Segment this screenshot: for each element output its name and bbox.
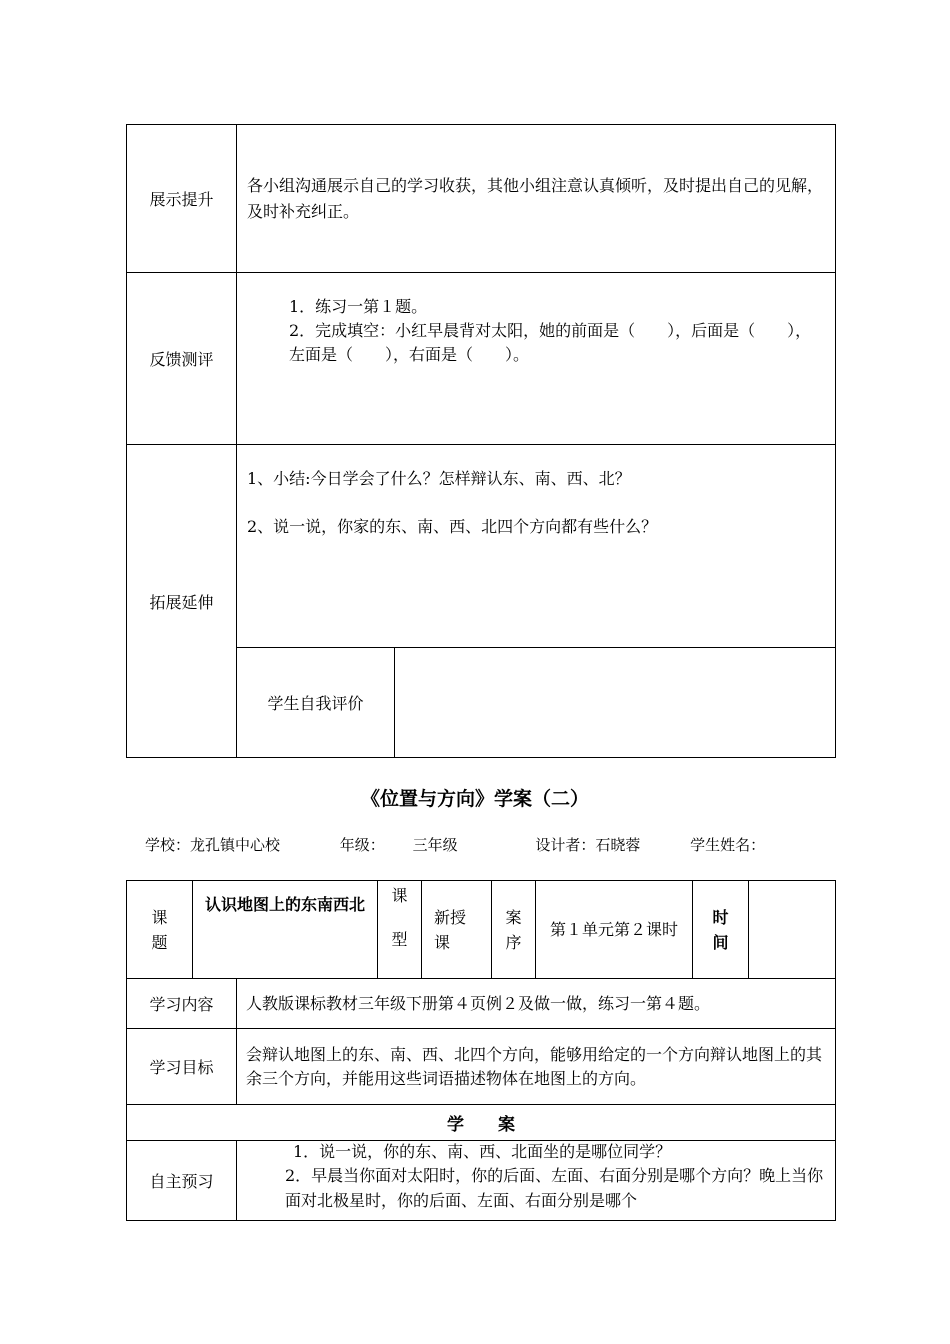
yuxi-label: 自主预习: [127, 1141, 237, 1221]
zhanshi-label: 展示提升: [127, 125, 237, 273]
lesson-table-1: [126, 124, 836, 758]
kexing-label: 课 型: [378, 881, 422, 979]
mubiao-text: 会辩认地图上的东、南、西、北四个方向，能够用给定的一个方向辩认地图上的其余三个方向，并能用这些词语描述物体在地图上的方向。: [237, 1029, 836, 1105]
info-line: [145, 834, 765, 855]
info-student: 学生姓名：: [690, 836, 766, 854]
ziwo-label: 学生自我评价: [237, 648, 395, 758]
lesson-table-2: [126, 880, 836, 1221]
fankui-label: 反馈测评: [127, 273, 237, 445]
neirong-label: 学习内容: [127, 979, 237, 1029]
shijian-label: 时 间: [693, 881, 749, 979]
zhanshi-text: 各小组沟通展示自己的学习收获，其他小组注意认真倾听，及时提出自己的见解，及时补充纠正。: [237, 125, 836, 273]
info-grade-label: 年级：: [339, 836, 385, 854]
fankui-line-1: 1．练习一第１题。: [289, 297, 428, 316]
fankui-line-2: [237, 319, 835, 367]
keti-label: 课 题: [127, 881, 193, 979]
anxu-value: 第１单元第２课时: [536, 881, 693, 979]
shijian-value: [749, 881, 836, 979]
neirong-text: 人教版课标教材三年级下册第４页例２及做一做，练习一第４题。: [237, 979, 836, 1029]
fankui-cell: [237, 273, 836, 445]
anxu-label: 案 序: [492, 881, 536, 979]
info-school: 学校：龙孔镇中心校: [145, 836, 281, 854]
yuxi-line-1: 1．说一说，你的东、南、西、北面坐的是哪位同学？: [293, 1142, 672, 1161]
doc-title: 《位置与方向》学案（二）: [360, 788, 589, 810]
yuxi-cell: [237, 1141, 836, 1221]
tuozhan-cell: [237, 445, 836, 648]
fankui-line-2-text: 2．完成填空：小红早晨背对太阳，她的前面是（ ），后面是（ ），左面是（ ），右面是（ ）。: [289, 321, 812, 364]
mubiao-label: 学习目标: [127, 1029, 237, 1105]
xuean-header: 学 案: [127, 1105, 836, 1141]
kexing-value: 新授 课: [422, 881, 492, 979]
yuxi-line-2: 2．早晨当你面对太阳时，你的后面、左面、右面分别是哪个方向？晚上当你面对北极星时，你的后面、左面、右面分别是哪个: [285, 1166, 824, 1210]
tuozhan-label: 拓展延伸: [127, 445, 237, 758]
info-grade-value: 三年级: [412, 836, 458, 854]
tuozhan-line-2: 2、说一说，你家的东、南、西、北四个方向都有些什么？: [247, 517, 658, 536]
keti-value: 认识地图上的东南西北: [193, 881, 378, 979]
info-designer: 设计者：石晓蓉: [535, 836, 641, 854]
ziwo-value: [395, 648, 836, 758]
tuozhan-line-1: 1、小结:今日学会了什么？怎样辩认东、南、西、北？: [247, 469, 631, 488]
